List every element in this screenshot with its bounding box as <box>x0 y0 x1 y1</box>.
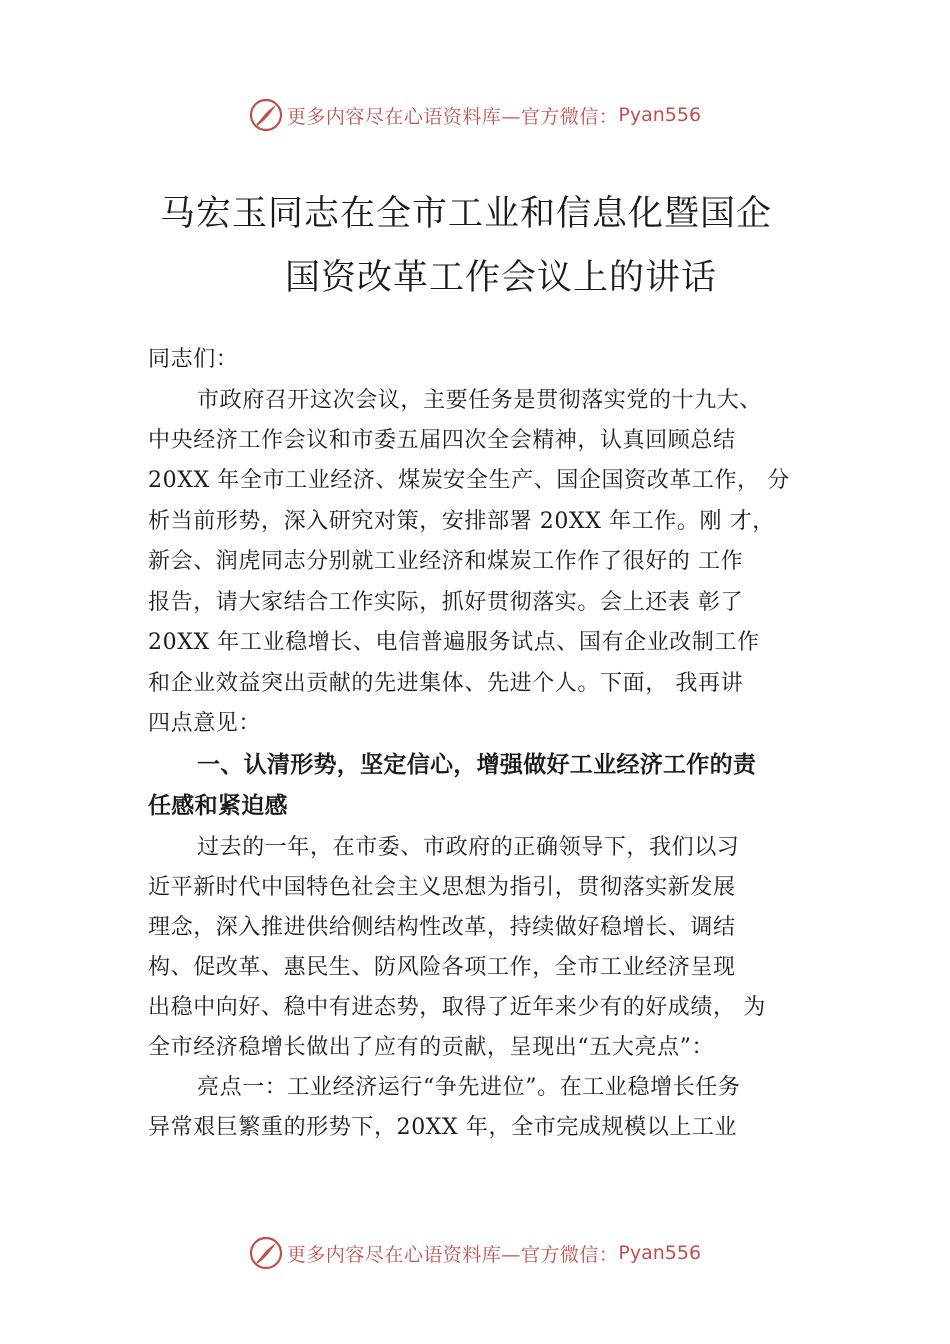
body-line: 报告，请大家结合工作实际，抓好贯彻落实。会上还表 彰了 <box>148 590 744 615</box>
watermark-banner-top <box>0 95 950 135</box>
watermark-wechat: Pyan556 <box>618 1242 702 1264</box>
body-line: 20XX 年全市工业经济、煤炭安全生产、国企国资改革工作， 分 <box>148 468 790 493</box>
body-line: 过去的一年，在市委、市政府的正确领导下，我们以习 <box>197 835 740 860</box>
body-line: 构、促改革、惠民生、防风险各项工作，全市工业经济呈现 <box>148 955 736 980</box>
body-line: 出稳中向好、稳中有进态势，取得了近年来少有的好成绩， 为 <box>148 995 766 1020</box>
body-line: 和企业效益突出贡献的先进集体、先进个人。下面， 我再讲 <box>148 671 744 696</box>
body-line: 全市经济稳增长做出了应有的贡献，呈现出“五大亮点”： <box>148 1035 715 1060</box>
watermark-text: 更多内容尽在心语资料库—官方微信： <box>286 1243 619 1266</box>
body-line: 新会、润虎同志分别就工业经济和煤炭工作作了很好的 工作 <box>148 549 744 574</box>
salutation: 同志们： <box>148 347 239 372</box>
body-line: 亮点一：工业经济运行“争先进位”。在工业稳增长任务 <box>197 1075 741 1100</box>
section-heading-line-2: 任感和紧迫感 <box>148 793 288 819</box>
body-line: 中央经济工作会议和市委五届四次全会精神，认真回顾总结 <box>148 428 736 453</box>
section-heading-line-1: 一、认清形势，坚定信心，增强做好工业经济工作的责 <box>197 752 757 778</box>
body-line: 四点意见： <box>148 711 262 736</box>
body-line: 理念，深入推进供给侧结构性改革，持续做好稳增长、调结 <box>148 915 736 940</box>
body-line: 异常艰巨繁重的形势下，20XX 年，全市完成规模以上工业 <box>148 1115 738 1140</box>
watermark-wechat: Pyan556 <box>618 104 702 126</box>
quill-logo-icon <box>249 98 283 132</box>
body-line: 近平新时代中国特色社会主义思想为指引，贯彻落实新发展 <box>148 875 736 900</box>
document-title-line-1: 马宏玉同志在全市工业和信息化暨国企 <box>160 194 773 234</box>
document-title-line-2: 国资改革工作会议上的讲话 <box>285 258 718 298</box>
body-line: 析当前形势，深入研究对策，安排部署 20XX 年工作。刚 才， <box>148 509 775 534</box>
body-line: 20XX 年工业稳增长、电信普遍服务试点、国有企业改制工作 <box>148 630 760 655</box>
body-line: 市政府召开这次会议，主要任务是贯彻落实党的十九大、 <box>197 388 763 413</box>
watermark-text: 更多内容尽在心语资料库—官方微信： <box>286 105 619 128</box>
quill-logo-icon <box>249 1236 283 1270</box>
watermark-banner-bottom <box>0 1233 950 1273</box>
